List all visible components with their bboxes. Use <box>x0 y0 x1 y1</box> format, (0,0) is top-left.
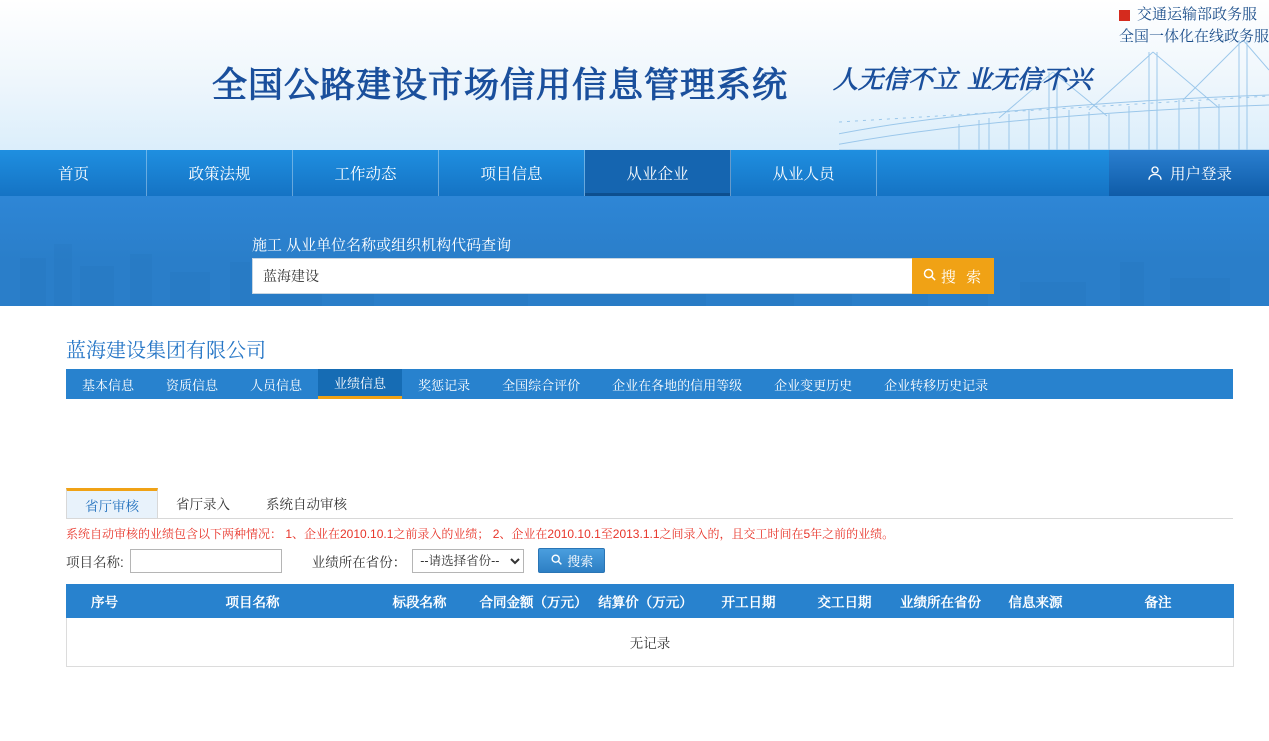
nav-item-enterprises[interactable]: 从业企业 <box>585 150 731 196</box>
gov-link-national[interactable]: 全国一体化在线政务服 <box>1118 28 1269 45</box>
nav-item-personnel[interactable]: 从业人员 <box>731 150 877 196</box>
search-icon <box>550 553 563 569</box>
table-header-row <box>67 585 1234 618</box>
auto-review-notice: 系统自动审核的业绩包含以下两种情况： 1、企业在2010.10.1之前录入的业绩； 2、企业在2010.10.1至2013.1.1之间录入的，且交工时间在5年之前的业绩。 <box>66 527 895 541</box>
performance-table <box>66 584 1234 667</box>
filter-row <box>66 548 605 573</box>
gov-service-links <box>1119 4 1269 48</box>
subtab-system-auto-review[interactable]: 系统自动审核 <box>266 497 347 512</box>
col-start-date: 开工日期 <box>701 585 797 618</box>
search-input[interactable] <box>252 258 912 294</box>
company-tabs <box>66 369 1233 399</box>
tab-performance-info[interactable]: 业绩信息 <box>318 369 402 399</box>
user-login-button[interactable] <box>1109 150 1269 196</box>
user-icon <box>1146 164 1164 182</box>
red-square-icon <box>1119 10 1130 21</box>
project-name-label: 项目名称: <box>66 554 124 570</box>
main-navigation <box>0 150 1269 196</box>
search-box <box>252 258 994 294</box>
subtab-provincial-review[interactable]: 省厅审核 <box>66 488 158 518</box>
empty-message: 无记录 <box>67 618 1234 667</box>
page-banner <box>0 0 1269 150</box>
province-select[interactable] <box>412 549 524 573</box>
col-contract-amount: 合同金额（万元） <box>477 585 591 618</box>
subtab-provincial-entry[interactable]: 省厅录入 <box>176 497 230 512</box>
province-label: 业绩所在省份： <box>311 554 407 570</box>
tab-personnel-info[interactable]: 人员信息 <box>250 377 303 393</box>
search-section <box>0 196 1269 306</box>
nav-item-news[interactable]: 工作动态 <box>293 150 439 196</box>
filter-search-label: 搜索 <box>567 554 594 569</box>
gov-link-ministry[interactable]: 交通运输部政务服 <box>1119 4 1269 26</box>
search-button[interactable] <box>912 258 994 294</box>
main-content <box>0 306 1269 711</box>
tab-transfer-history[interactable]: 企业转移历史记录 <box>884 377 989 393</box>
tab-change-history[interactable]: 企业变更历史 <box>774 377 853 393</box>
nav-item-projects[interactable]: 项目信息 <box>439 150 585 196</box>
filter-search-button[interactable] <box>538 548 605 573</box>
tab-basic-info[interactable]: 基本信息 <box>82 377 135 393</box>
col-info-source: 信息来源 <box>989 585 1083 618</box>
user-login-label: 用户登录 <box>1169 166 1232 183</box>
col-completion-date: 交工日期 <box>797 585 893 618</box>
tab-national-evaluation[interactable]: 全国综合评价 <box>502 377 581 393</box>
search-label: 施工 从业单位名称或组织机构代码查询 <box>252 237 512 254</box>
site-slogan: 人无信不立 业无信不兴 <box>833 65 1092 94</box>
col-project-name: 项目名称 <box>143 585 363 618</box>
search-icon <box>922 267 937 286</box>
tab-regional-credit-rating[interactable]: 企业在各地的信用等级 <box>612 377 743 393</box>
company-name: 蓝海建设集团有限公司 <box>66 340 266 362</box>
tab-reward-penalty-records[interactable]: 奖惩记录 <box>418 377 471 393</box>
table-empty-row <box>67 618 1234 667</box>
nav-item-home[interactable]: 首页 <box>0 150 147 196</box>
performance-subtabs <box>66 488 1233 519</box>
col-remarks: 备注 <box>1083 585 1234 618</box>
project-name-input[interactable] <box>130 549 282 573</box>
nav-spacer <box>877 150 1109 196</box>
tab-qualification-info[interactable]: 资质信息 <box>166 377 219 393</box>
col-settlement-price: 结算价（万元） <box>591 585 701 618</box>
page-title: 全国公路建设市场信用信息管理系统 <box>212 66 789 105</box>
col-province: 业绩所在省份 <box>893 585 989 618</box>
nav-item-policies[interactable]: 政策法规 <box>147 150 293 196</box>
search-button-label: 搜 索 <box>940 268 985 286</box>
col-section-name: 标段名称 <box>363 585 477 618</box>
col-index: 序号 <box>67 585 143 618</box>
